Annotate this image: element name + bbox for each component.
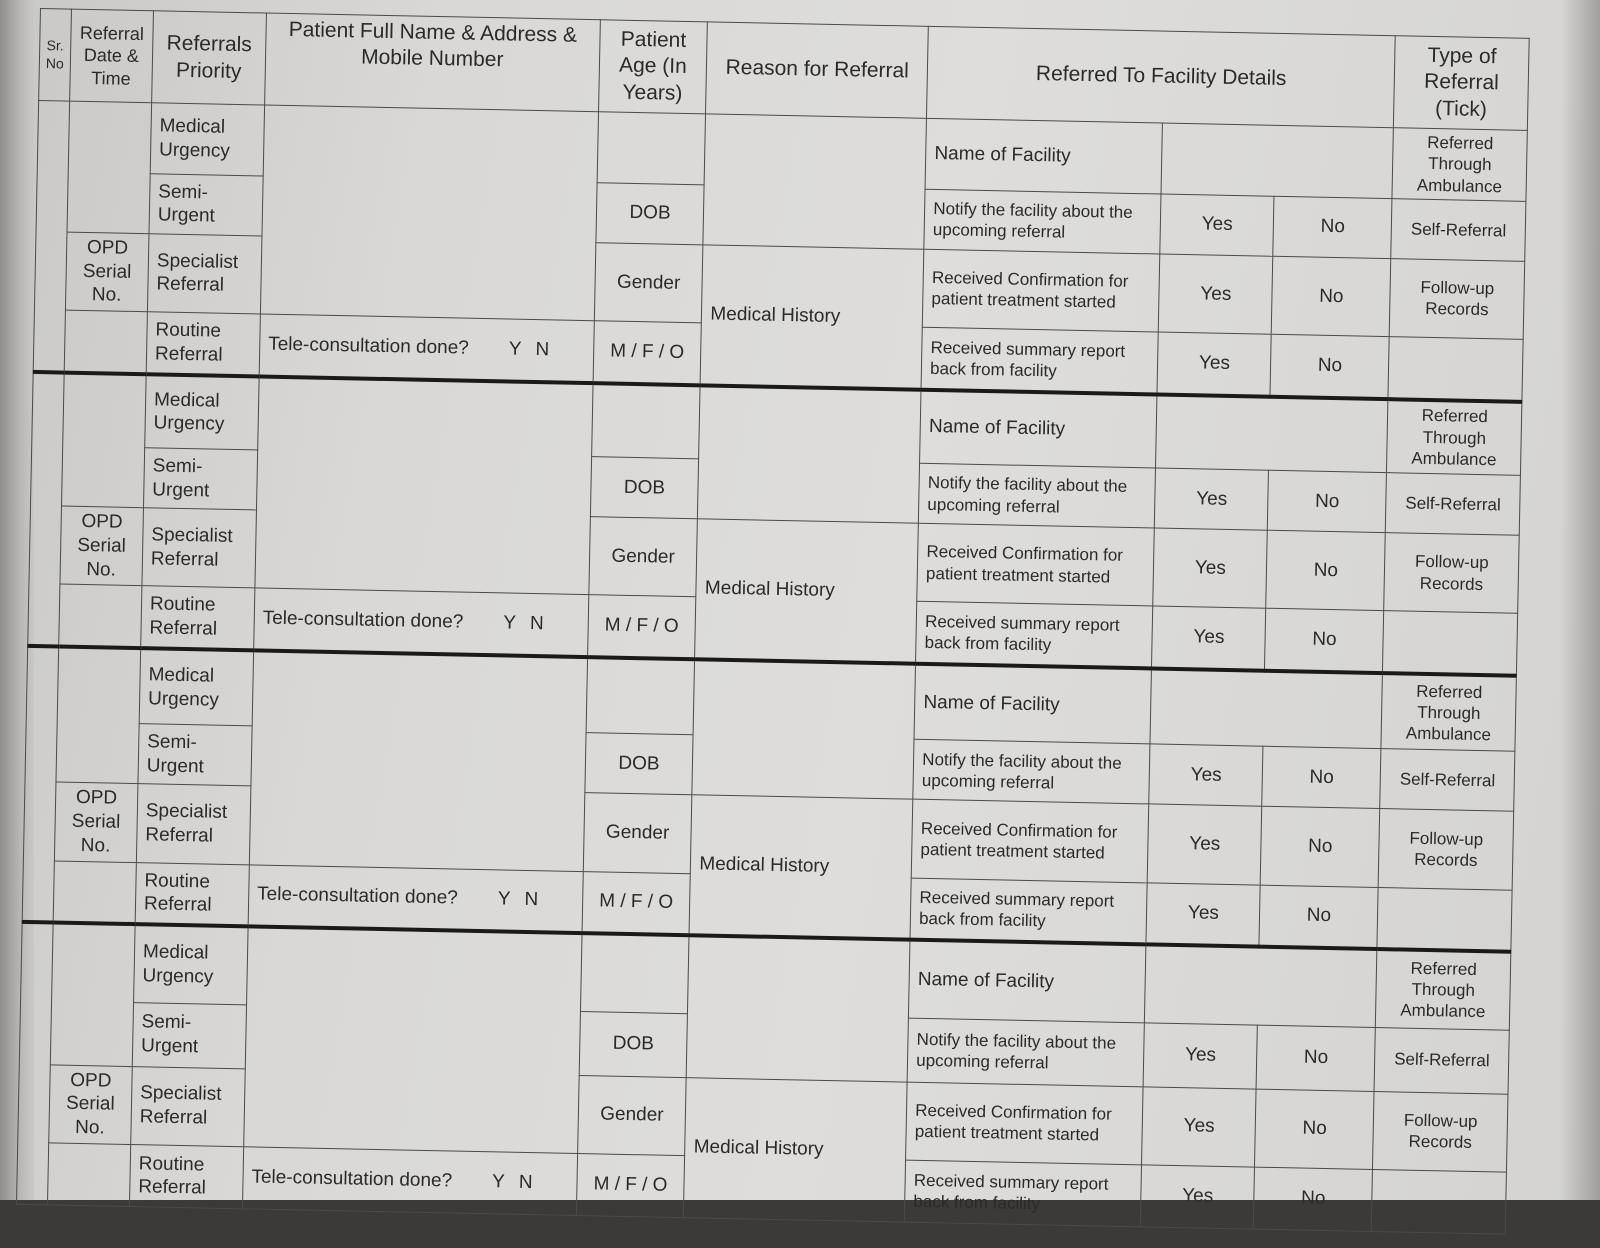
priority-medical-urgency[interactable]: Medical Urgency — [139, 648, 253, 726]
gender-options[interactable]: M / F / O — [593, 321, 702, 385]
name-of-facility-label: Name of Facility — [920, 389, 1158, 468]
notify-yes[interactable]: Yes — [1143, 1022, 1257, 1088]
tele-yes-option[interactable]: Y — [503, 612, 517, 634]
page-edge-shadow — [1560, 0, 1600, 1200]
received-summary-label: Received summary report back from facility — [910, 878, 1147, 945]
header-reason-for-referral: Reason for Referral — [706, 22, 929, 118]
referral-date-time-cell[interactable] — [50, 922, 135, 1066]
type-ambulance[interactable]: Referred Through Ambulance — [1392, 128, 1527, 201]
opd-serial-no-label: OPD Serial No. — [65, 232, 149, 312]
received-confirmation-label: Received Confirmation for patient treatment started — [917, 523, 1155, 606]
notify-no[interactable]: No — [1262, 746, 1381, 808]
received-confirmation-label: Received Confirmation for patient treatment started — [906, 1082, 1144, 1165]
gender-label: Gender — [583, 793, 692, 873]
notify-facility-label: Notify the facility about the upcoming referral — [907, 1018, 1144, 1087]
confirmation-no[interactable]: No — [1255, 1089, 1375, 1170]
summary-no[interactable]: No — [1270, 334, 1389, 398]
type-blank-cell[interactable] — [1388, 337, 1523, 402]
gender-options[interactable]: M / F / O — [582, 871, 691, 935]
opd-serial-no-label: OPD Serial No. — [54, 782, 138, 862]
notify-facility-label: Notify the facility about the upcoming referral — [924, 189, 1161, 254]
tele-yes-option[interactable]: Y — [497, 888, 511, 910]
type-follow-up-records[interactable]: Follow-up Records — [1373, 1091, 1508, 1172]
header-type-of-referral: Type of Referral (Tick) — [1394, 36, 1529, 131]
type-follow-up-records[interactable]: Follow-up Records — [1384, 533, 1519, 614]
priority-specialist-referral[interactable]: Specialist Referral — [131, 1066, 246, 1147]
priority-semi-urgent[interactable]: Semi-Urgent — [149, 173, 263, 235]
received-summary-label: Received summary report back from facility — [916, 601, 1153, 668]
referral-register-sheet — [16, 8, 1570, 1248]
notify-yes[interactable]: Yes — [1160, 194, 1274, 256]
opd-serial-no-label: OPD Serial No. — [49, 1064, 133, 1144]
tele-consultation-cell[interactable] — [248, 864, 583, 933]
name-of-facility-label: Name of Facility — [909, 940, 1147, 1023]
received-confirmation-label: Received Confirmation for patient treatment started — [922, 249, 1160, 332]
header-referral-date-time: Referral Date & Time — [69, 9, 153, 103]
received-summary-label: Received summary report back from facility — [904, 1160, 1141, 1227]
notify-facility-label: Notify the facility about the upcoming referral — [913, 739, 1150, 804]
patient-name-address-cell[interactable] — [255, 376, 593, 595]
priority-routine-referral[interactable]: Routine Referral — [135, 862, 249, 926]
priority-routine-referral[interactable]: Routine Referral — [146, 312, 260, 376]
notify-no[interactable]: No — [1273, 196, 1392, 258]
medical-history-label: Medical History — [695, 519, 919, 664]
received-summary-label: Received summary report back from facility — [921, 327, 1158, 394]
header-patient-full-name: Patient Full Name & Address & Mobile Number — [264, 13, 599, 112]
tele-no-option[interactable]: N — [529, 613, 544, 635]
type-self-referral[interactable]: Self-Referral — [1386, 473, 1521, 536]
referral-date-time-cell[interactable] — [61, 372, 146, 508]
medical-history-label: Medical History — [700, 245, 924, 390]
reason-for-referral-cell[interactable] — [687, 935, 911, 1081]
confirmation-yes[interactable]: Yes — [1159, 254, 1274, 335]
confirmation-no[interactable]: No — [1266, 530, 1386, 611]
name-of-facility-label: Name of Facility — [914, 663, 1152, 744]
priority-specialist-referral[interactable]: Specialist Referral — [142, 508, 257, 589]
referral-date-time-cell[interactable] — [67, 101, 152, 233]
reason-for-referral-cell[interactable] — [703, 114, 926, 249]
tele-consultation-cell[interactable] — [259, 314, 594, 383]
priority-medical-urgency[interactable]: Medical Urgency — [134, 924, 248, 1004]
priority-specialist-referral[interactable]: Specialist Referral — [136, 784, 251, 865]
name-of-facility-field[interactable] — [1156, 394, 1389, 473]
name-of-facility-field[interactable] — [1161, 123, 1393, 198]
priority-specialist-referral[interactable]: Specialist Referral — [147, 233, 262, 314]
type-ambulance[interactable]: Referred Through Ambulance — [1387, 399, 1522, 476]
tele-no-option[interactable]: N — [518, 1172, 533, 1194]
opd-serial-no-field[interactable] — [53, 860, 136, 924]
opd-serial-no-field[interactable] — [64, 310, 147, 374]
dob-label: DOB — [584, 733, 693, 795]
patient-name-address-cell[interactable] — [260, 105, 598, 321]
type-self-referral[interactable]: Self-Referral — [1380, 749, 1515, 812]
summary-yes[interactable]: Yes — [1146, 882, 1260, 946]
tele-consultation-cell[interactable] — [254, 588, 589, 657]
tele-consultation-cell[interactable] — [242, 1147, 577, 1216]
notify-yes[interactable]: Yes — [1149, 744, 1263, 806]
priority-routine-referral[interactable]: Routine Referral — [141, 586, 255, 650]
referral-date-time-cell[interactable] — [56, 646, 141, 784]
name-of-facility-label: Name of Facility — [925, 118, 1163, 193]
header-referred-to-facility: Referred To Facility Details — [927, 26, 1396, 127]
tele-consultation-label: Tele-consultation done? — [256, 883, 459, 909]
tele-consultation-label: Tele-consultation done? — [251, 1166, 453, 1192]
confirmation-yes[interactable]: Yes — [1153, 528, 1268, 609]
gender-label: Gender — [594, 242, 703, 322]
referral-register-table — [16, 8, 1530, 1234]
medical-history-label: Medical History — [684, 1077, 908, 1222]
gender-label: Gender — [588, 517, 697, 597]
tele-consultation-label: Tele-consultation done? — [262, 607, 464, 633]
notify-yes[interactable]: Yes — [1155, 468, 1269, 530]
header-referrals-priority: Referrals Priority — [152, 11, 267, 105]
notify-no[interactable]: No — [1268, 470, 1387, 532]
summary-no[interactable]: No — [1254, 1167, 1373, 1231]
type-blank-cell[interactable] — [1383, 611, 1518, 676]
dob-label: DOB — [579, 1011, 688, 1077]
priority-semi-urgent[interactable]: Semi-Urgent — [138, 724, 252, 786]
age-cell[interactable] — [580, 933, 689, 1013]
reason-for-referral-cell[interactable] — [692, 659, 915, 799]
type-self-referral[interactable]: Self-Referral — [1391, 198, 1526, 261]
confirmation-no[interactable]: No — [1260, 806, 1380, 887]
name-of-facility-field[interactable] — [1145, 944, 1378, 1027]
name-of-facility-field[interactable] — [1150, 668, 1383, 749]
tele-no-option[interactable]: N — [535, 338, 550, 361]
tele-no-option[interactable]: N — [524, 889, 539, 911]
type-follow-up-records[interactable]: Follow-up Records — [1379, 809, 1514, 890]
priority-semi-urgent[interactable]: Semi-Urgent — [143, 448, 257, 510]
age-cell[interactable] — [586, 657, 695, 735]
age-cell[interactable] — [597, 112, 706, 185]
medical-history-label: Medical History — [689, 795, 913, 940]
reason-for-referral-cell[interactable] — [698, 385, 921, 523]
header-sr-no: Sr. No — [39, 9, 72, 102]
priority-routine-referral[interactable]: Routine Referral — [129, 1144, 243, 1208]
dob-label: DOB — [596, 182, 705, 244]
summary-yes[interactable]: Yes — [1152, 606, 1266, 670]
confirmation-no[interactable]: No — [1272, 256, 1392, 337]
tele-yes-option[interactable]: Y — [508, 338, 522, 360]
gender-label: Gender — [577, 1075, 686, 1155]
gender-options[interactable]: M / F / O — [587, 595, 696, 659]
dob-label: DOB — [590, 457, 699, 519]
header-patient-age: Patient Age (In Years) — [598, 20, 708, 114]
summary-yes[interactable]: Yes — [1141, 1165, 1255, 1229]
opd-serial-no-field[interactable] — [58, 584, 141, 648]
received-confirmation-label: Received Confirmation for patient treatment started — [911, 799, 1149, 882]
type-blank-cell[interactable] — [1377, 887, 1512, 952]
tele-consultation-label: Tele-consultation done? — [267, 333, 470, 359]
type-blank-cell[interactable] — [1372, 1169, 1507, 1234]
age-cell[interactable] — [591, 383, 700, 459]
notify-facility-label: Notify the facility about the upcoming referral — [919, 463, 1156, 528]
summary-no[interactable]: No — [1259, 885, 1378, 949]
patient-name-address-cell[interactable] — [249, 650, 587, 871]
type-ambulance[interactable]: Referred Through Ambulance — [1381, 673, 1516, 752]
confirmation-yes[interactable]: Yes — [1148, 804, 1263, 885]
tele-yes-option[interactable]: Y — [491, 1171, 506, 1193]
opd-serial-no-field[interactable] — [47, 1143, 130, 1207]
type-self-referral[interactable]: Self-Referral — [1374, 1027, 1509, 1094]
priority-medical-urgency[interactable]: Medical Urgency — [145, 374, 259, 450]
notify-no[interactable]: No — [1256, 1025, 1375, 1091]
priority-medical-urgency[interactable]: Medical Urgency — [150, 103, 264, 176]
type-ambulance[interactable]: Referred Through Ambulance — [1376, 949, 1511, 1030]
type-follow-up-records[interactable]: Follow-up Records — [1390, 258, 1525, 339]
opd-serial-no-label: OPD Serial No. — [60, 506, 144, 586]
gender-options[interactable]: M / F / O — [576, 1153, 685, 1217]
confirmation-yes[interactable]: Yes — [1142, 1086, 1257, 1167]
patient-name-address-cell[interactable] — [244, 926, 582, 1153]
summary-yes[interactable]: Yes — [1157, 332, 1271, 396]
priority-semi-urgent[interactable]: Semi-Urgent — [132, 1002, 246, 1068]
summary-no[interactable]: No — [1265, 608, 1384, 672]
